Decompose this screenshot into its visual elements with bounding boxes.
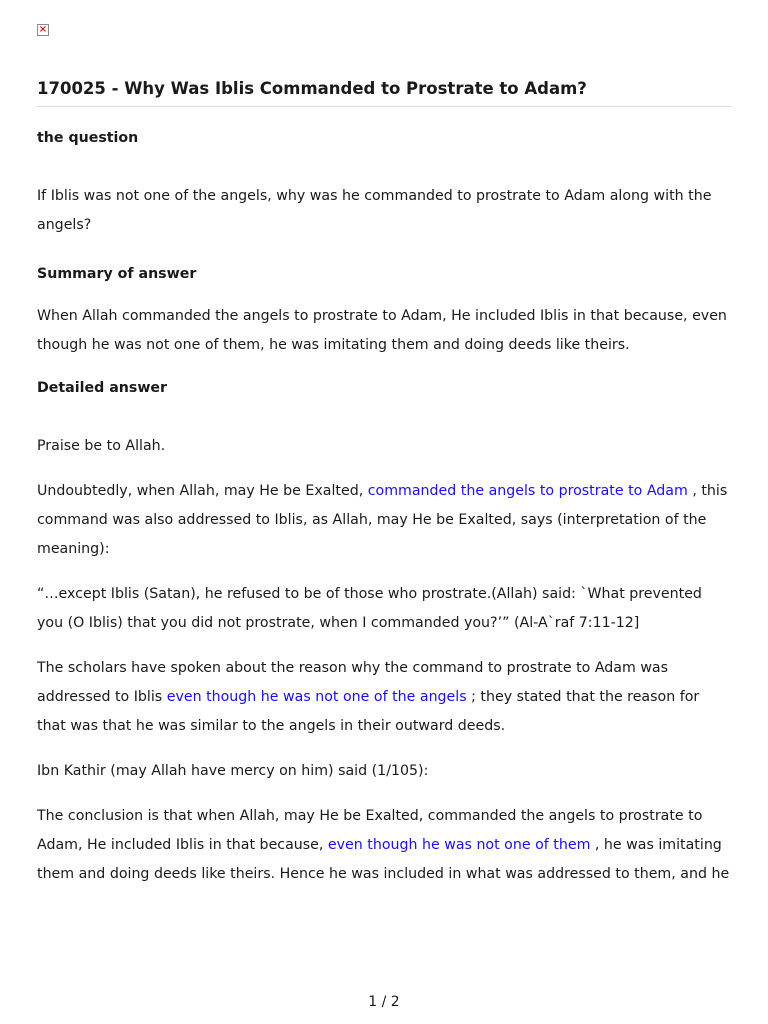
link-not-one-of-angels[interactable]: even though he was not one of the angels <box>166 689 467 705</box>
detailed-paragraph-praise: Praise be to Allah. <box>37 438 166 454</box>
link-not-one-of-them[interactable]: even though he was not one of them <box>327 837 591 853</box>
paragraph-text: ; they stated that the reason for that was that he was similar to the angels in their outward deeds. <box>37 689 700 734</box>
detailed-paragraph-conclusion <box>37 802 731 889</box>
link-commanded-angels[interactable]: commanded the angels to prostrate to Adam <box>367 483 688 499</box>
summary-heading: Summary of answer <box>37 266 197 282</box>
paragraph-text: The conclusion is that when Allah, may He be Exalted, commanded the angels to prostrate to Adam, He included Iblis in that because, <box>37 808 703 853</box>
paragraph-text: , he was imitating them and doing deeds like theirs. Hence he was included in what was addressed to them, and he <box>37 837 730 882</box>
detailed-paragraph-quote: “…except Iblis (Satan), he refused to be of those who prostrate.(Allah) said: `What prevented you (O Iblis) that you did not prostrate, when I commanded you?’” (Al-A`raf 7:11-12] <box>37 586 702 631</box>
broken-image-icon <box>37 24 49 36</box>
question-text: If Iblis was not one of the angels, why was he commanded to prostrate to Adam along with the angels? <box>37 188 712 233</box>
page-number: 1 / 2 <box>368 994 400 1010</box>
article-body <box>37 127 731 889</box>
broken-image-glyph: × <box>38 24 48 35</box>
detailed-paragraph-command <box>37 477 731 564</box>
paragraph-text: , this command was also addressed to Iblis, as Allah, may He be Exalted, says (interpretation of the meaning): <box>37 483 728 557</box>
detailed-heading: Detailed answer <box>37 380 168 396</box>
summary-text: When Allah commanded the angels to prostrate to Adam, He included Iblis in that because, even though he was not one of them, he was imitating them and doing deeds like theirs. <box>37 308 727 353</box>
paragraph-text: Undoubtedly, when Allah, may He be Exalted, <box>37 483 368 499</box>
page-title: 170025 - Why Was Iblis Commanded to Prostrate to Adam? <box>37 78 731 107</box>
question-heading: the question <box>37 130 139 146</box>
detailed-paragraph-scholars <box>37 654 731 741</box>
detailed-paragraph-ibn-kathir: Ibn Kathir (may Allah have mercy on him) said (1/105): <box>37 763 429 779</box>
paragraph-text: The scholars have spoken about the reason why the command to prostrate to Adam was addressed to Iblis <box>37 660 669 705</box>
